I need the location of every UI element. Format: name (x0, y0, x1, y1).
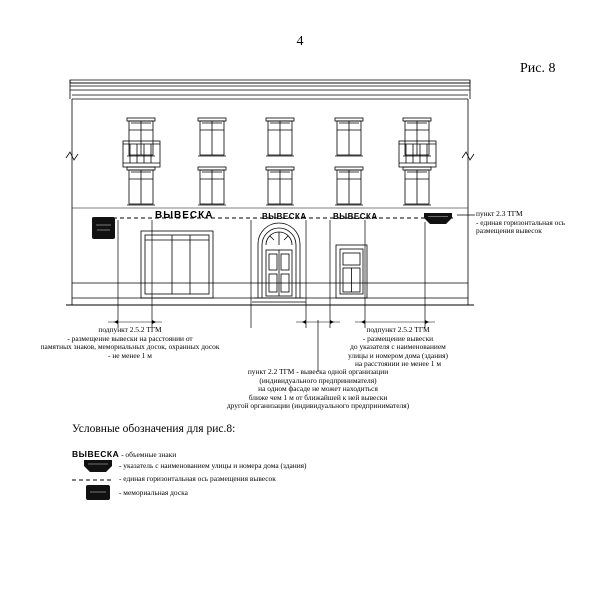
callout-left-line-2: - размещение вывески на расстоянии от (67, 333, 193, 343)
window-7 (198, 167, 226, 205)
page-number: 4 (296, 34, 304, 49)
facade-sign-2: ВЫВЕСКА (262, 212, 307, 221)
window-3 (266, 118, 294, 156)
legend-item-volumetric-signs (72, 444, 176, 462)
callout-right (328, 326, 468, 369)
windows (127, 118, 431, 205)
callout-left-line-4: - не менее 1 м (108, 350, 152, 360)
callout-axis-line-2: - единая горизонтальная ось (476, 217, 566, 227)
window-4 (335, 118, 363, 156)
callout-right-line-1: подпункт 2.5.2 ТГМ (366, 325, 430, 334)
facade-sign-1: ВЫВЕСКА (155, 210, 214, 221)
cornice (70, 80, 470, 99)
legend-sign-sample: ВЫВЕСКА (72, 449, 120, 459)
entrance-door-right (336, 245, 367, 298)
balcony-right (399, 141, 436, 167)
callout-center-line-4: ближе чем 1 м от ближайшей к ней вывески (248, 392, 388, 402)
callout-right-line-3: до указателя с наименованием (350, 342, 446, 352)
legend-item-3-label: - единая горизонтальная ось размещения вывесок (119, 474, 276, 483)
callout-axis-line-1: пункт 2.3 ТГМ (476, 209, 523, 218)
facade-sign-3: ВЫВЕСКА (333, 212, 378, 221)
callout-left-line-3: памятных знаков, мемориальных досок, охранных досок (40, 342, 220, 352)
callout-axis (476, 210, 565, 236)
legend-symbols (72, 460, 114, 500)
callout-left (40, 326, 220, 360)
balcony-left (123, 141, 160, 167)
street-name-plate (424, 213, 452, 224)
window-10 (403, 167, 431, 205)
legend-item-1-label: объемные знаки (125, 450, 177, 459)
callout-right-line-2: - размещение вывески (362, 333, 434, 343)
legend-dash: - (119, 450, 126, 459)
window-2 (198, 118, 226, 156)
legend-memorial-plaque-icon (86, 485, 110, 500)
legend-title: Условные обозначения для рис.8: (72, 423, 236, 435)
callout-center-line-3: на одном фасаде не может находиться (258, 384, 378, 394)
callout-center (218, 368, 418, 411)
dimension-arrows (108, 320, 435, 324)
callout-axis-line-3: размещения вывесок (476, 226, 542, 236)
callout-center-line-2: (индивидуального предпринимателя) (259, 375, 377, 385)
legend-item-2-label: - указатель с наименованием улицы и номера дома (здания) (119, 461, 307, 470)
window-6 (127, 167, 155, 205)
callout-center-line-5: другой организации (индивидуального предпринимателя) (226, 401, 410, 411)
memorial-plaque (92, 217, 115, 239)
callout-left-line-1: подпункт 2.5.2 ТГМ (98, 325, 162, 334)
legend-item-4-label: - мемориальная доска (119, 488, 188, 497)
callout-right-line-4: улицы и номером дома (здания) (348, 350, 448, 360)
arched-entrance (252, 223, 306, 302)
figure-label: Рис. 8 (520, 61, 556, 76)
window-9 (335, 167, 363, 205)
callout-center-line-1: пункт 2.2 ТГМ - вывеска одной организации (247, 367, 389, 376)
callout-right-line-5: на расстоянии не менее 1 м (354, 359, 442, 369)
window-8 (266, 167, 294, 205)
